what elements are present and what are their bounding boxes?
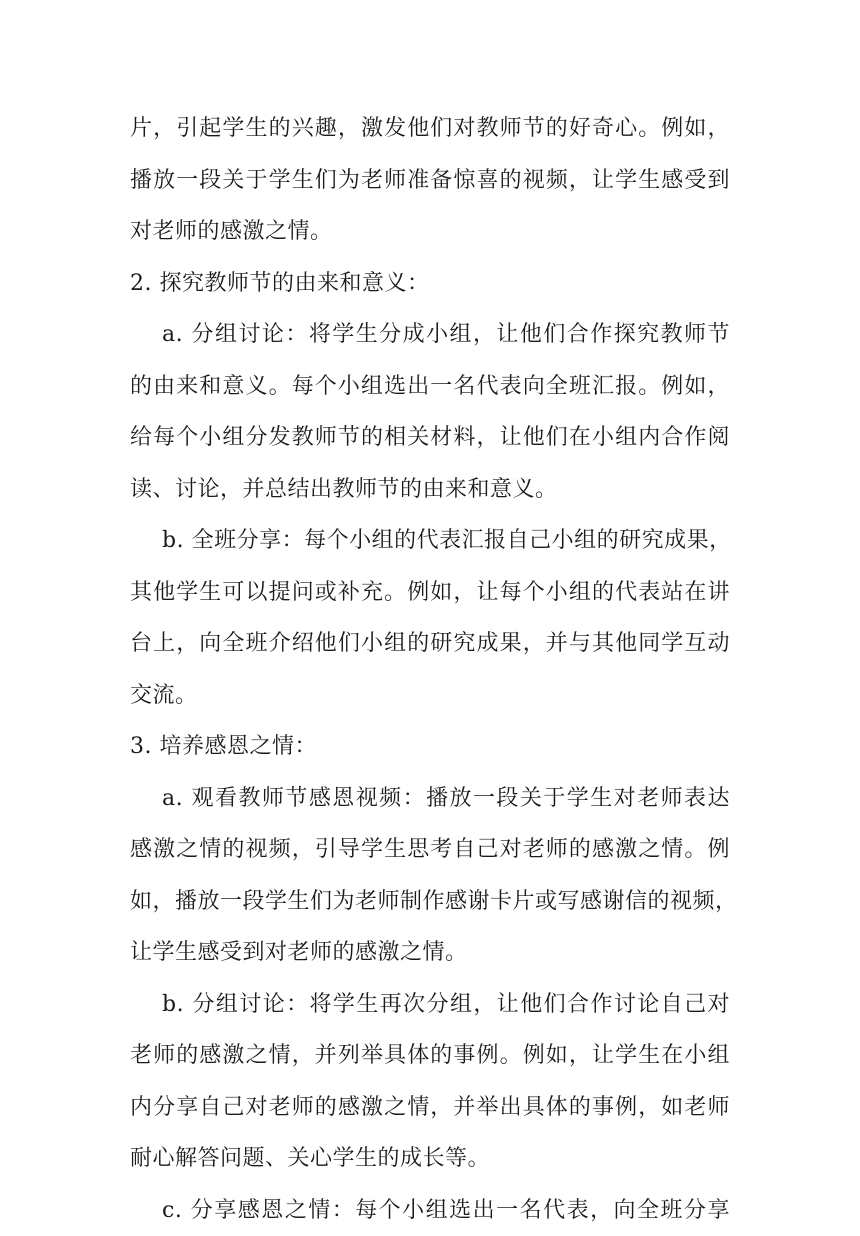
text-line: 对老师的感激之情。: [130, 206, 730, 258]
text-line: 让学生感受到对老师的感激之情。: [130, 927, 730, 979]
text-line: c. 分享感恩之情：每个小组选出一名代表，向全班分享: [130, 1185, 730, 1236]
text-line: 台上，向全班介绍他们小组的研究成果，并与其他同学互动: [130, 618, 730, 670]
text-line: 2. 探究教师节的由来和意义：: [130, 258, 730, 310]
text-line: 给每个小组分发教师节的相关材料，让他们在小组内合作阅: [130, 412, 730, 464]
text-line: 片，引起学生的兴趣，激发他们对教师节的好奇心。例如，: [130, 103, 730, 155]
text-line: 感激之情的视频，引导学生思考自己对老师的感激之情。例: [130, 824, 730, 876]
text-line: 的由来和意义。每个小组选出一名代表向全班汇报。例如，: [130, 361, 730, 413]
text-line: 交流。: [130, 670, 730, 722]
text-line: a. 分组讨论：将学生分成小组，让他们合作探究教师节: [130, 309, 730, 361]
text-line: 如，播放一段学生们为老师制作感谢卡片或写感谢信的视频，: [130, 876, 730, 928]
text-line: 播放一段关于学生们为老师准备惊喜的视频，让学生感受到: [130, 155, 730, 207]
text-line: 其他学生可以提问或补充。例如，让每个小组的代表站在讲: [130, 567, 730, 619]
text-line: b. 全班分享：每个小组的代表汇报自己小组的研究成果，: [130, 515, 730, 567]
text-line: 老师的感激之情，并列举具体的事例。例如，让学生在小组: [130, 1030, 730, 1082]
text-line: 内分享自己对老师的感激之情，并举出具体的事例，如老师: [130, 1082, 730, 1134]
text-line: 3. 培养感恩之情：: [130, 721, 730, 773]
text-line: b. 分组讨论：将学生再次分组，让他们合作讨论自己对: [130, 979, 730, 1031]
document-body: [130, 103, 730, 1236]
text-line: 读、讨论，并总结出教师节的由来和意义。: [130, 464, 730, 516]
text-line: 耐心解答问题、关心学生的成长等。: [130, 1133, 730, 1185]
text-line: a. 观看教师节感恩视频：播放一段关于学生对老师表达: [130, 773, 730, 825]
